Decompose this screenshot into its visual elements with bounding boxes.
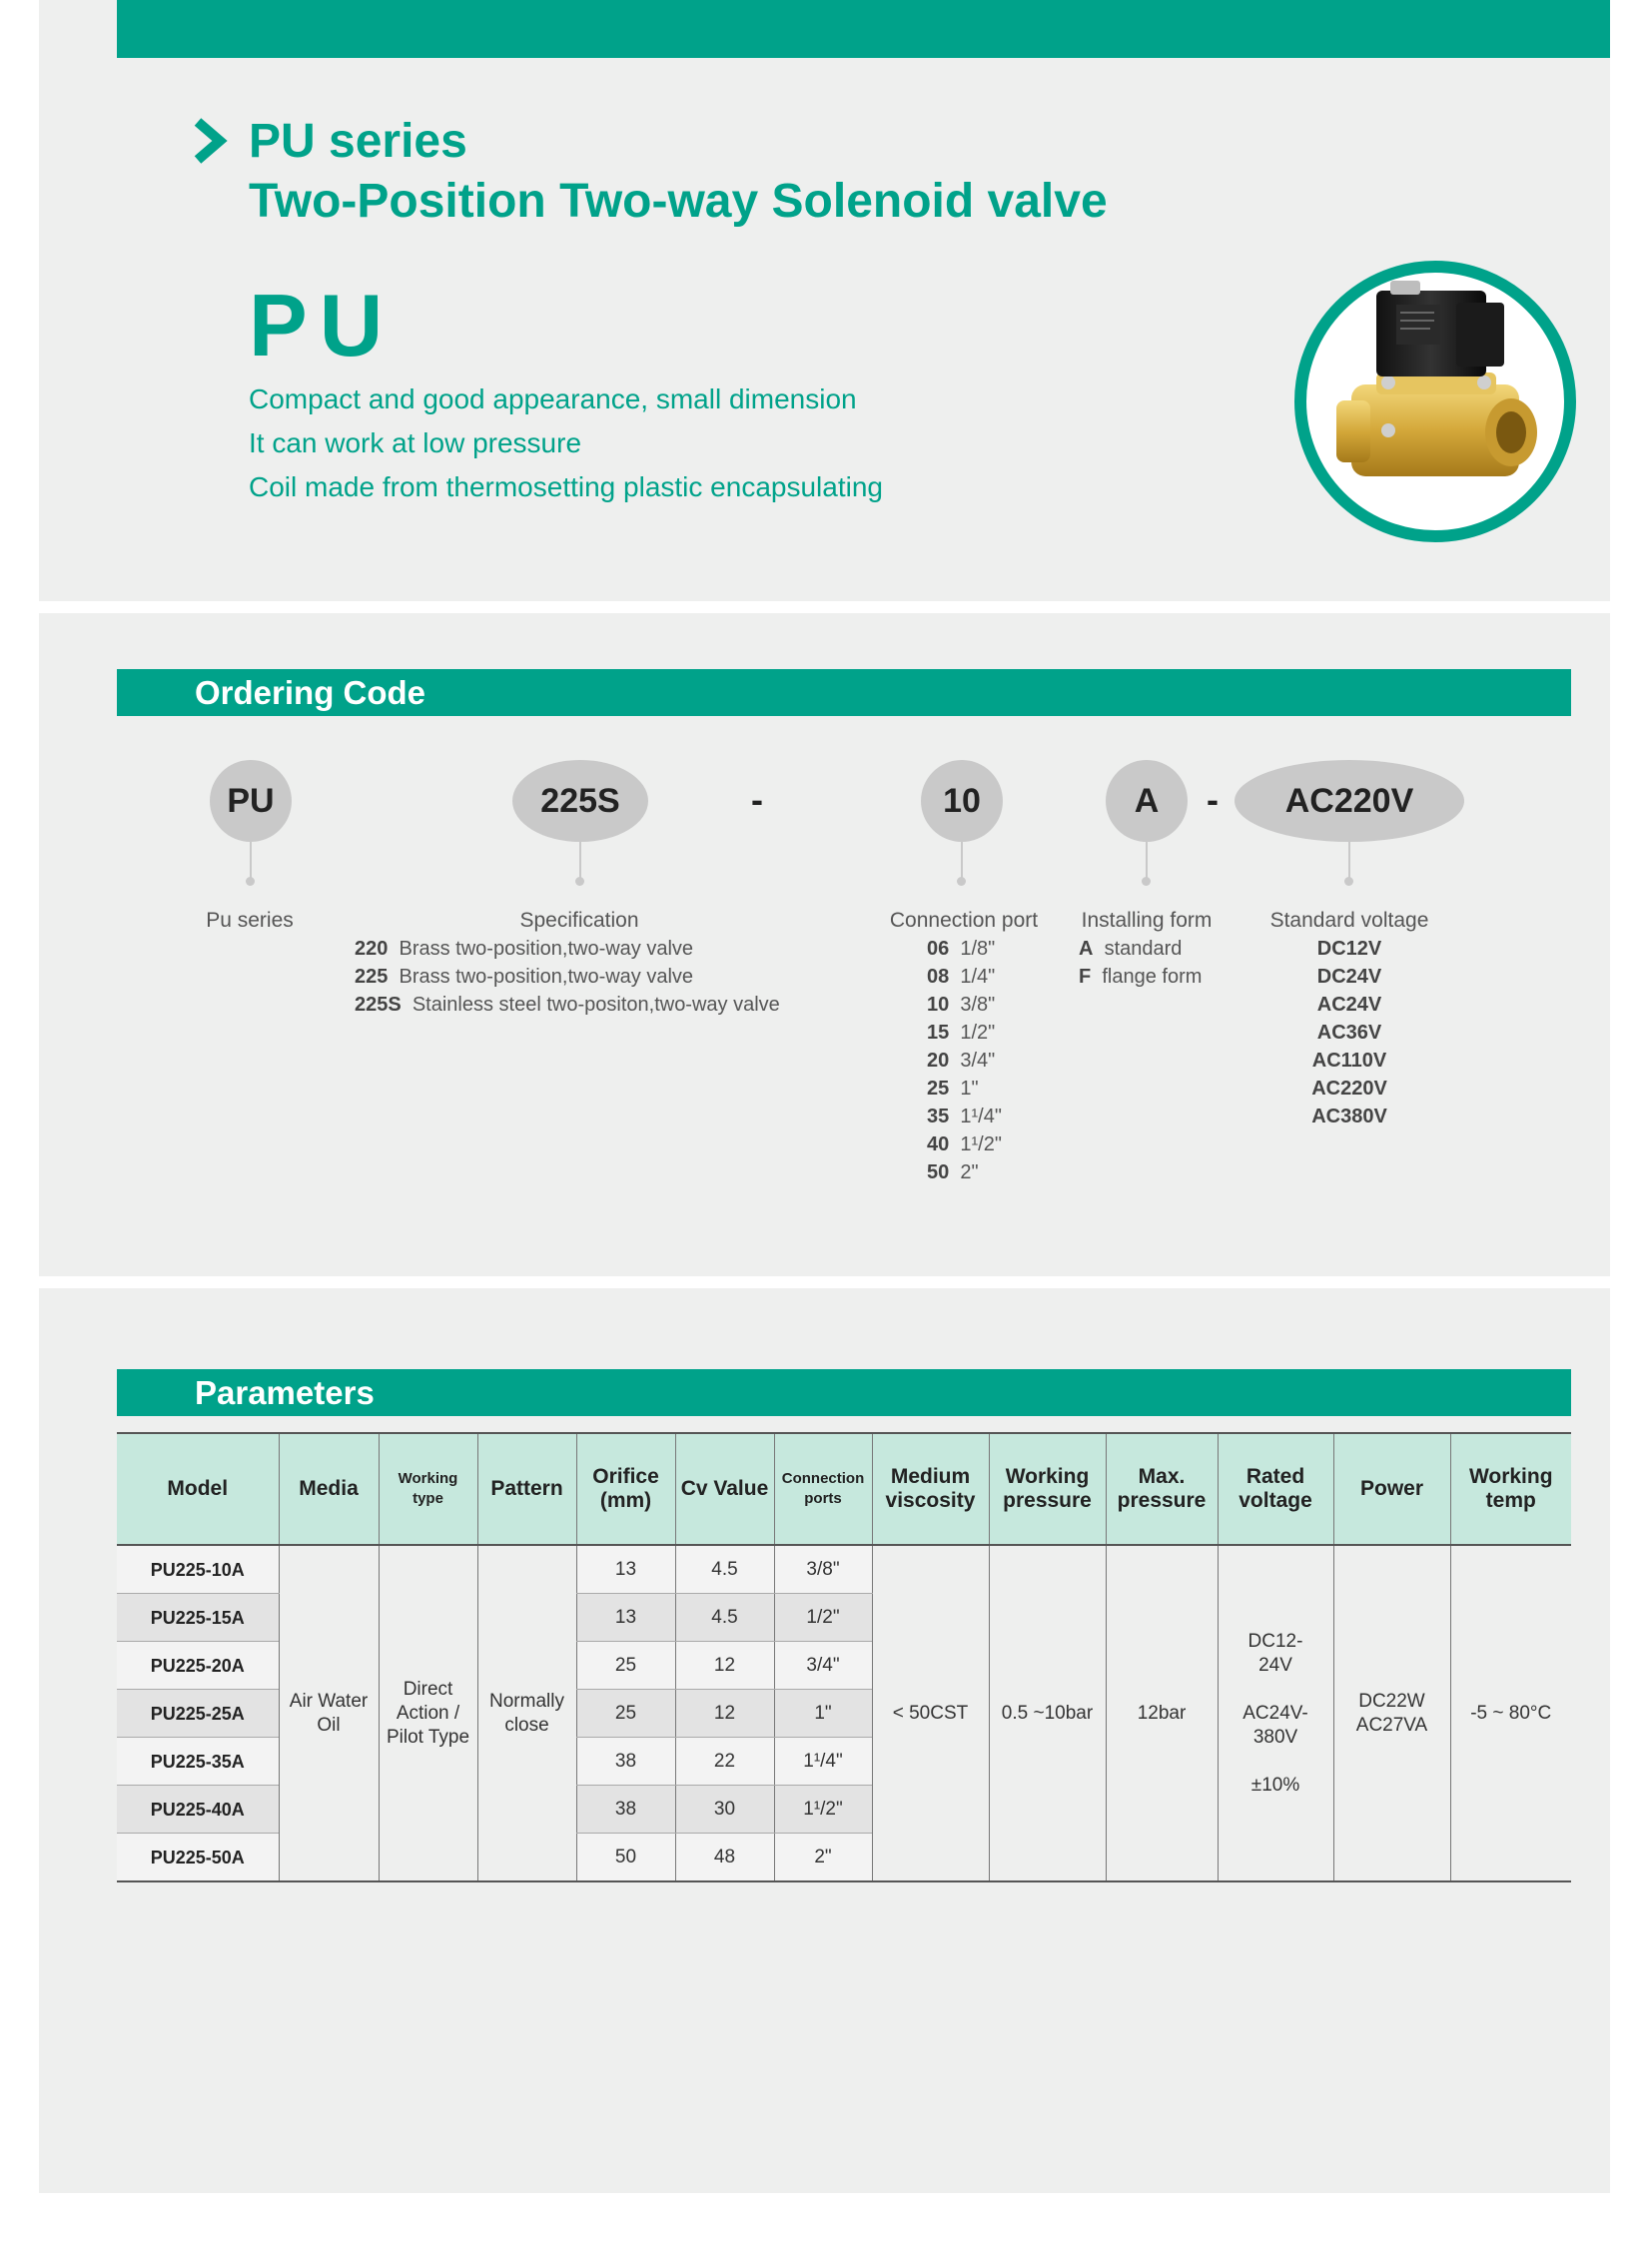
port-head: Connection port	[889, 909, 1039, 932]
col-media: Media	[279, 1433, 379, 1545]
col-rated-voltage: Rated voltage	[1218, 1433, 1333, 1545]
voltage-item: DC12V	[1316, 938, 1382, 960]
spec-head: Specification	[519, 909, 639, 932]
connector-line	[961, 842, 963, 878]
voltage-item: AC220V	[1311, 1078, 1387, 1100]
cell-viscosity: < 50CST	[872, 1545, 989, 1881]
col-working-type: Working type	[379, 1433, 477, 1545]
chevron-right-icon	[190, 116, 230, 166]
cell-pattern: Normally close	[477, 1545, 576, 1881]
port-item: 06 1/8"	[927, 938, 996, 960]
model-logo-text: PU	[249, 276, 396, 374]
parameters-heading: Parameters	[117, 1369, 1571, 1416]
cell-port: 2"	[774, 1834, 872, 1882]
cell-orifice: 38	[576, 1738, 675, 1786]
series-line: PU series	[249, 115, 467, 168]
cell-model: PU225-15A	[117, 1594, 279, 1642]
cell-orifice: 25	[576, 1690, 675, 1738]
install-item: A standard	[1079, 938, 1183, 960]
voltage-item: AC380V	[1311, 1106, 1387, 1127]
cell-model: PU225-10A	[117, 1545, 279, 1594]
port-item: 40 1¹/2"	[927, 1133, 1002, 1155]
cell-orifice: 13	[576, 1594, 675, 1642]
cell-cv: 12	[675, 1642, 774, 1690]
voltage-item: AC24V	[1316, 994, 1382, 1016]
cell-cv: 4.5	[675, 1594, 774, 1642]
cell-working-type: Direct Action / Pilot Type	[379, 1545, 477, 1881]
col-working-pressure: Working pressure	[989, 1433, 1106, 1545]
cell-cv: 4.5	[675, 1545, 774, 1594]
feature-item: It can work at low pressure	[249, 427, 582, 458]
cell-port: 3/8"	[774, 1545, 872, 1594]
port-item: 50 2"	[927, 1161, 979, 1183]
cell-orifice: 50	[576, 1834, 675, 1882]
parameters-table	[117, 1432, 1571, 1882]
connector-line	[1348, 842, 1350, 878]
spec-item: 225 Brass two-position,two-way valve	[355, 966, 694, 988]
cell-port: 3/4"	[774, 1642, 872, 1690]
cell-model: PU225-40A	[117, 1786, 279, 1834]
col-pattern: Pattern	[477, 1433, 576, 1545]
code-spec-pill: 225S	[512, 760, 648, 842]
install-head: Installing form	[1081, 909, 1213, 932]
col-ports: Connection ports	[774, 1433, 872, 1545]
code-install-pill: A	[1106, 760, 1188, 842]
connector-dot	[1344, 877, 1353, 886]
title-line: Two-Position Two-way Solenoid valve	[249, 175, 1108, 228]
table-header-row	[117, 1433, 1571, 1545]
product-title	[249, 112, 1108, 232]
connector-line	[250, 842, 252, 878]
cell-port: 1"	[774, 1690, 872, 1738]
cell-model: PU225-25A	[117, 1690, 279, 1738]
code-voltage-pill: AC220V	[1235, 760, 1464, 842]
col-power: Power	[1333, 1433, 1450, 1545]
install-item: F flange form	[1079, 966, 1203, 988]
code-separator: -	[1207, 779, 1219, 820]
cell-power: DC22W AC27VA	[1333, 1545, 1450, 1881]
voltage-item: AC36V	[1316, 1022, 1382, 1044]
cell-rated-voltage: DC12-24V AC24V-380V ±10%	[1218, 1545, 1333, 1881]
cell-cv: 22	[675, 1738, 774, 1786]
cell-port: 1¹/4"	[774, 1738, 872, 1786]
cell-orifice: 13	[576, 1545, 675, 1594]
code-series-pill: PU	[210, 760, 292, 842]
feature-item: Coil made from thermosetting plastic encapsulating	[249, 471, 883, 502]
connector-line	[579, 842, 581, 878]
port-item: 35 1¹/4"	[927, 1106, 1002, 1127]
code-port-pill: 10	[921, 760, 1003, 842]
solenoid-valve-image	[1306, 273, 1564, 530]
code-separator: -	[751, 779, 763, 820]
cell-port: 1¹/2"	[774, 1786, 872, 1834]
col-viscosity: Medium viscosity	[872, 1433, 989, 1545]
connector-dot	[575, 877, 584, 886]
voltage-head: Standard voltage	[1269, 909, 1429, 932]
col-orifice: Orifice (mm)	[576, 1433, 675, 1545]
spec-description	[355, 907, 814, 1019]
cell-model: PU225-50A	[117, 1834, 279, 1882]
port-item: 25 1"	[927, 1078, 979, 1100]
spec-item: 225S Stainless steel two-positon,two-way valve	[355, 994, 780, 1016]
cell-media: Air Water Oil	[279, 1545, 379, 1881]
top-accent-bar	[117, 0, 1610, 58]
feature-list	[249, 377, 883, 509]
connector-dot	[246, 877, 255, 886]
cell-port: 1/2"	[774, 1594, 872, 1642]
cell-cv: 12	[675, 1690, 774, 1738]
table-row	[117, 1545, 1571, 1594]
feature-item: Compact and good appearance, small dimension	[249, 383, 857, 414]
install-description	[1067, 907, 1227, 991]
product-photo	[1294, 261, 1576, 542]
voltage-item: AC110V	[1311, 1050, 1387, 1072]
series-label: Pu series	[206, 909, 294, 932]
cell-model: PU225-35A	[117, 1738, 279, 1786]
col-max-pressure: Max. pressure	[1106, 1433, 1218, 1545]
port-item: 20 3/4"	[927, 1050, 996, 1072]
series-description	[170, 907, 330, 935]
cell-cv: 30	[675, 1786, 774, 1834]
connector-dot	[957, 877, 966, 886]
col-cv: Cv Value	[675, 1433, 774, 1545]
voltage-item: DC24V	[1316, 966, 1382, 988]
port-item: 08 1/4"	[927, 966, 996, 988]
cell-working-pressure: 0.5 ~10bar	[989, 1545, 1106, 1881]
cell-orifice: 25	[576, 1642, 675, 1690]
col-model: Model	[117, 1433, 279, 1545]
port-item: 15 1/2"	[927, 1022, 996, 1044]
cell-max-pressure: 12bar	[1106, 1545, 1218, 1881]
connector-line	[1146, 842, 1148, 878]
cell-temp: -5 ~ 80°C	[1450, 1545, 1571, 1881]
col-temp: Working temp	[1450, 1433, 1571, 1545]
cell-model: PU225-20A	[117, 1642, 279, 1690]
spec-item: 220 Brass two-position,two-way valve	[355, 938, 694, 960]
cell-orifice: 38	[576, 1786, 675, 1834]
connector-dot	[1142, 877, 1151, 886]
port-description	[879, 907, 1049, 1186]
ordering-code-heading: Ordering Code	[117, 669, 1571, 716]
voltage-description	[1254, 907, 1444, 1130]
port-item: 10 3/8"	[927, 994, 996, 1016]
cell-cv: 48	[675, 1834, 774, 1882]
